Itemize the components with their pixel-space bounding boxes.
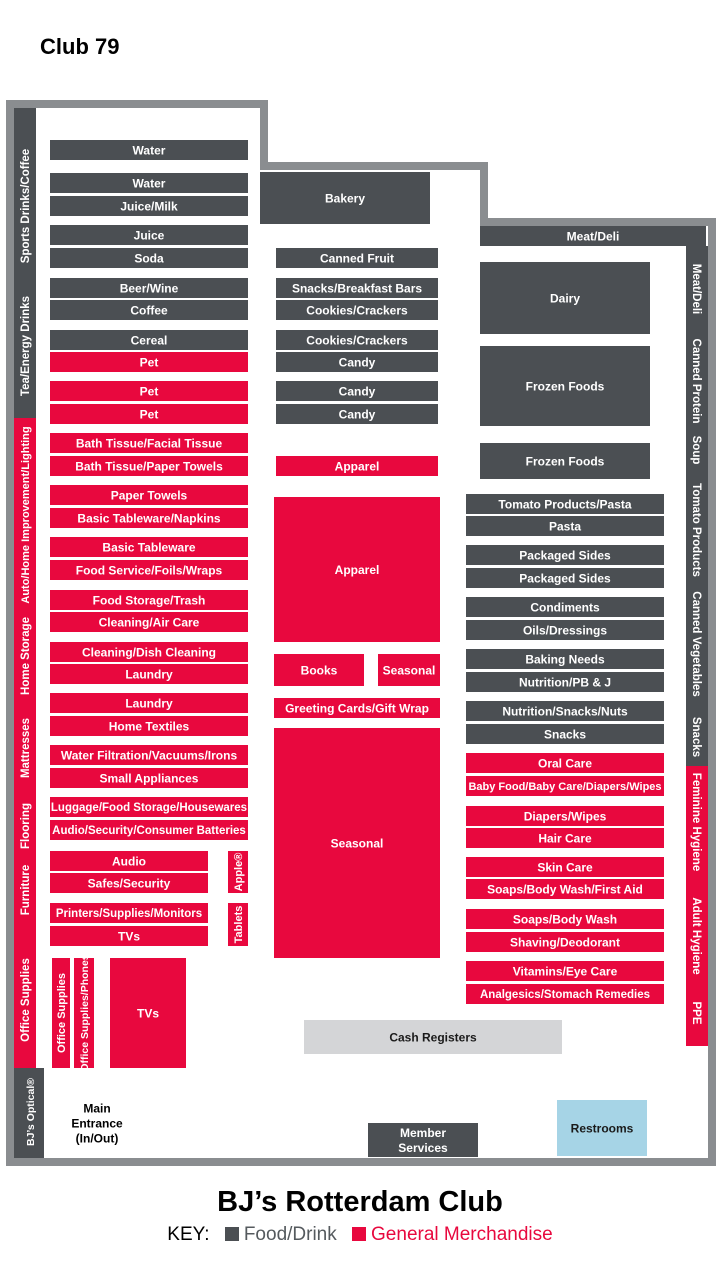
aisle-a30 [50,903,208,923]
aisle-label-a25: Small Appliances [99,771,199,786]
aisle-b9 [276,456,438,476]
aisle-label-c5: Tomato Products/Pasta [498,497,632,512]
wall-label-w6: Flooring [20,803,33,849]
aisle-label-a5: Soda [134,251,164,266]
aisle-a15 [50,508,248,528]
aisle-a10 [50,381,248,401]
aisle-label-c17: Diapers/Wipes [523,809,607,824]
aisle-c12 [466,672,664,692]
aisle-b3 [276,278,438,298]
aisle-a26 [50,797,248,817]
aisle-label-a9: Pet [139,355,159,370]
aisle-label-member_l1: Member [399,1125,447,1140]
wall-label-r2: Canned Protein [689,338,702,424]
aisle-label-b4: Cookies/Crackers [306,303,408,318]
aisle-label-b11: Books [300,663,338,678]
aisle-label-a18: Food Storage/Trash [92,593,206,608]
aisle-c14 [466,724,664,744]
aisle-b10 [274,497,440,642]
aisle-c6 [466,516,664,536]
aisle-label-b13: Greeting Cards/Gift Wrap [285,701,429,716]
wall-label-w4: Home Storage [20,617,33,695]
aisle-a24 [50,745,248,765]
aisle-label-c21: Soaps/Body Wash [512,912,618,927]
aisle-c5 [466,494,664,514]
aisle-c7 [466,545,664,565]
wall-label-r5: Canned Vegetables [689,591,702,697]
aisle-label-b3: Snacks/Breakfast Bars [291,281,423,296]
aisle-label-c15: Oral Care [537,756,593,771]
aisle-label-cash: Cash Registers [389,1030,477,1045]
aisle-label-member_l2: Services [398,1140,448,1155]
aisle-label-a21: Laundry [125,667,173,682]
aisle-a29 [50,873,208,893]
aisle-label-b2: Canned Fruit [320,251,394,266]
aisle-label-entrance_l1: Main [83,1101,111,1116]
aisle-label-a17: Food Service/Foils/Wraps [75,563,223,578]
aisle-label-a24: Water Filtration/Vacuums/Irons [60,748,238,763]
aisle-label-a31: TVs [117,929,141,944]
aisle-label-a3: Juice/Milk [120,199,178,214]
map-key [0,1224,720,1246]
store-title: BJ’s Rotterdam Club [217,1186,503,1218]
aisle-cash [304,1020,562,1054]
aisle-label-b7: Candy [338,384,376,399]
aisle-label-a26: Luggage/Food Storage/Housewares [50,802,248,815]
aisle-label-b10: Apparel [334,562,380,577]
aisle-a6 [50,278,248,298]
aisle-label-c1: Meat/Deli [566,229,620,244]
aisle-label-a14: Paper Towels [110,488,188,503]
aisle-label-a7: Coffee [130,303,168,318]
aisle-label-a22: Laundry [125,696,173,711]
aisle-b11 [274,654,364,686]
aisle-label-a6: Beer/Wine [119,281,179,296]
aisle-label-a15: Basic Tableware/Napkins [77,511,221,526]
aisle-label-c18: Hair Care [538,831,592,846]
aisle-c8 [466,568,664,588]
wall-label-w5: Mattresses [20,717,33,779]
aisle-label-a1: Water [132,143,166,158]
wall-label-w8: Office Supplies [20,958,33,1042]
aisle-label-a8: Cereal [130,333,168,348]
aisle-label-a33: Tablets [232,905,245,944]
aisle-label-c19: Skin Care [537,860,593,875]
aisle-label-a34: Office Supplies [55,972,68,1054]
aisle-label-a20: Cleaning/Dish Cleaning [81,645,217,660]
aisle-label-a16: Basic Tableware [102,540,196,555]
wall-label-r9: PPE [689,1001,702,1025]
aisle-b14 [274,728,440,958]
aisle-a22 [50,693,248,713]
aisle-a7 [50,300,248,320]
aisle-c20 [466,879,664,899]
aisle-a36 [110,958,186,1068]
aisle-a31 [50,926,208,946]
aisle-label-c22: Shaving/Deodorant [509,935,621,950]
aisle-a27 [50,820,248,840]
aisle-label-a4: Juice [133,228,165,243]
wall-label-w2: Tea/Energy Drinks [20,295,33,397]
aisle-c1 [480,226,706,246]
aisle-a2 [50,173,248,193]
aisle-member [368,1123,478,1157]
aisle-b13 [274,698,440,718]
aisle-restrooms [557,1100,647,1156]
wall-label-w3: Auto/Home Improvement/Lighting [19,426,32,604]
aisle-a11 [50,404,248,424]
wall-label-w1: Sports Drinks/Coffee [20,148,33,264]
aisle-label-a19: Cleaning/Air Care [98,615,200,630]
aisle-c22 [466,932,664,952]
aisle-label-a29: Safes/Security [87,876,171,891]
aisle-label-c23: Vitamins/Eye Care [512,964,618,979]
aisle-label-b12: Seasonal [382,663,436,678]
aisle-label-c24: Analgesics/Stomach Remedies [479,989,651,1002]
aisle-a18 [50,590,248,610]
aisle-label-b1: Bakery [324,191,366,206]
aisle-label-a23: Home Textiles [108,719,190,734]
aisle-label-c16: Baby Food/Baby Care/Diapers/Wipes [468,780,662,793]
aisle-label-c10: Oils/Dressings [522,623,608,638]
key-general-label: General Merchandise [371,1224,553,1245]
aisle-label-a30: Printers/Supplies/Monitors [55,908,203,921]
aisle-label-c6: Pasta [548,519,582,534]
aisle-label-b5: Cookies/Crackers [306,333,408,348]
club-number-label: Club 79 [40,34,120,59]
wall-label-r7: Feminine Hygiene [689,772,702,872]
aisle-label-b9: Apparel [334,459,380,474]
aisle-label-c14: Snacks [543,727,587,742]
aisle-a33 [228,903,248,946]
aisle-c15 [466,753,664,773]
aisle-a1 [50,140,248,160]
aisle-a17 [50,560,248,580]
aisle-label-c8: Packaged Sides [519,571,611,586]
aisle-label-a32: Apple® [232,852,245,892]
aisle-b1 [260,172,430,224]
aisle-label-a27: Audio/Security/Consumer Batteries [52,825,246,838]
wall-label-r6: Snacks [689,716,702,758]
wall-label-w9: BJ’s Optical® [24,1077,37,1147]
aisle-a21 [50,664,248,684]
aisle-c9 [466,597,664,617]
aisle-a19 [50,612,248,632]
aisle-b7 [276,381,438,401]
aisle-c17 [466,806,664,826]
aisle-a28 [50,851,208,871]
wall-label-r4: Tomato Products [689,483,702,577]
aisle-b2 [276,248,438,268]
aisle-a16 [50,537,248,557]
aisle-label-a35: Office Supplies/Phones [78,954,91,1072]
aisle-a14 [50,485,248,505]
aisle-c16 [466,776,664,796]
aisle-label-a11: Pet [139,407,159,422]
aisle-b4 [276,300,438,320]
aisle-a34 [52,958,70,1068]
aisle-label-c2: Dairy [549,291,581,306]
aisle-c10 [466,620,664,640]
aisle-a12 [50,433,248,453]
aisle-a23 [50,716,248,736]
aisle-label-a28: Audio [112,854,146,869]
wall-label-r8: Adult Hygiene [689,897,702,975]
key-label: KEY: [167,1224,210,1245]
aisle-a35 [74,954,94,1071]
aisle-label-c7: Packaged Sides [519,548,611,563]
aisle-a20 [50,642,248,662]
aisle-c2 [480,262,650,334]
aisle-a5 [50,248,248,268]
aisle-label-c12: Nutrition/PB & J [519,675,611,690]
aisle-b5 [276,330,438,350]
aisle-label-entrance_l2: Entrance [71,1116,123,1131]
aisle-c18 [466,828,664,848]
aisle-c11 [466,649,664,669]
aisle-c4 [480,443,650,479]
wall-label-w7: Furniture [20,864,33,916]
aisle-c3 [480,346,650,426]
aisle-label-c3: Frozen Foods [525,379,605,394]
aisle-label-a10: Pet [139,384,159,399]
food-swatch [225,1227,239,1241]
aisle-label-b8: Candy [338,407,376,422]
aisle-c24 [466,984,664,1004]
general-swatch [352,1227,366,1241]
aisle-b6 [276,352,438,372]
aisle-label-a12: Bath Tissue/Facial Tissue [75,436,223,451]
aisle-c19 [466,857,664,877]
aisle-a32 [228,851,248,893]
aisle-b12 [378,654,440,686]
aisle-a3 [50,196,248,216]
aisle-label-c11: Baking Needs [525,652,605,667]
aisle-c13 [466,701,664,721]
aisle-label-c13: Nutrition/Snacks/Nuts [502,704,628,719]
aisle-a25 [50,768,248,788]
aisle-label-b6: Candy [338,355,376,370]
aisle-c23 [466,961,664,981]
wall-label-r3: Soup [689,435,702,465]
aisle-label-c20: Soaps/Body Wash/First Aid [487,882,643,897]
aisle-label-a2: Water [132,176,166,191]
aisle-label-a36: TVs [136,1006,160,1021]
aisle-a8 [50,330,248,350]
aisle-label-restrooms: Restrooms [570,1121,634,1136]
aisle-a9 [50,352,248,372]
aisle-label-a13: Bath Tissue/Paper Towels [75,459,223,474]
aisle-c21 [466,909,664,929]
aisle-b8 [276,404,438,424]
aisle-label-b14: Seasonal [330,836,384,851]
aisle-label-c9: Condiments [530,600,600,615]
wall-label-r1: Meat/Deli [689,263,702,315]
aisle-a4 [50,225,248,245]
aisle-label-entrance_l3: (In/Out) [75,1131,119,1146]
aisle-label-c4: Frozen Foods [525,454,605,469]
key-food-label: Food/Drink [243,1224,337,1245]
aisle-a13 [50,456,248,476]
